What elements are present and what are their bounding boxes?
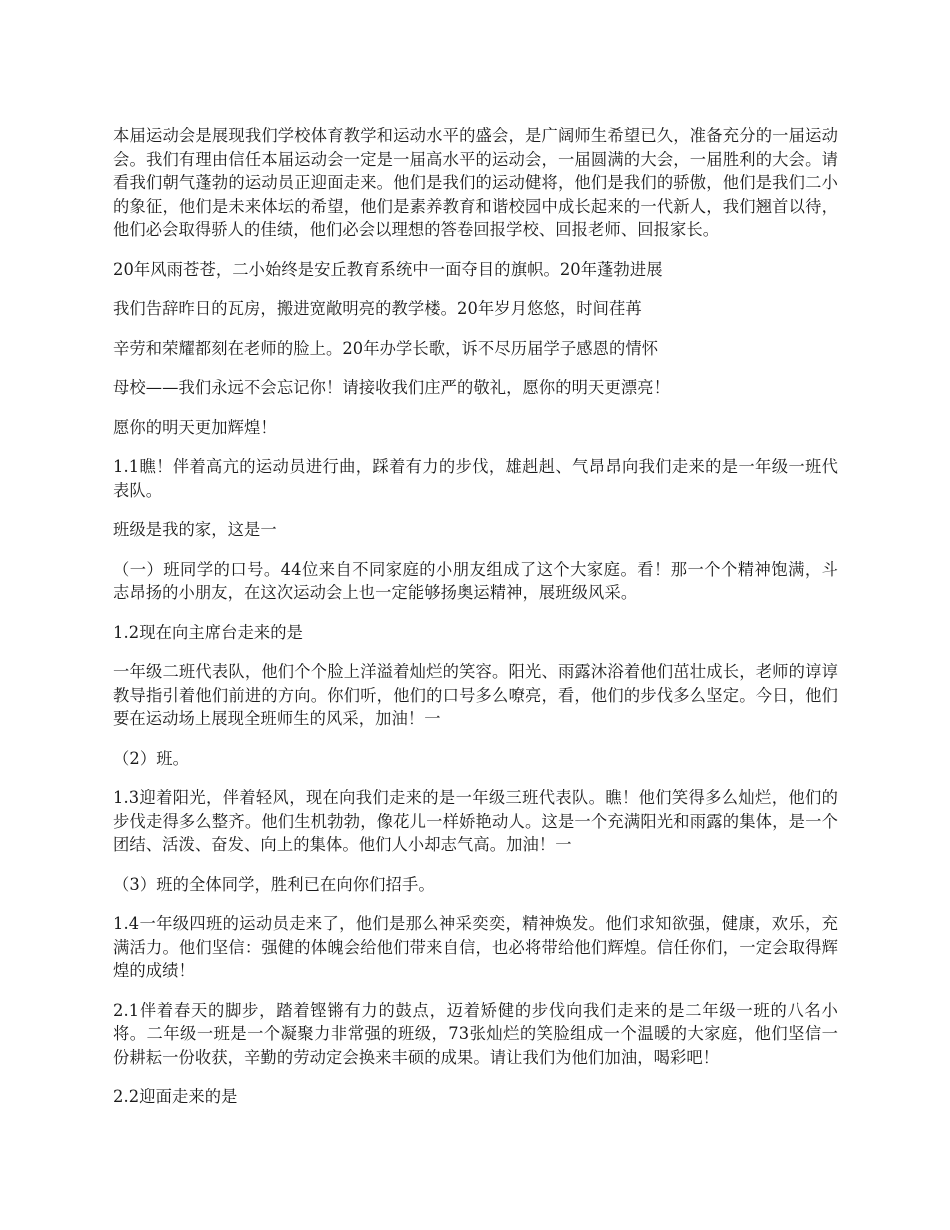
paragraph-1-2: 1.2现在向主席台走来的是: [113, 622, 304, 642]
paragraph-2-2: 2.2迎面走来的是: [113, 1087, 238, 1106]
paragraph-wish: 愿你的明天更加辉煌！: [113, 417, 277, 437]
paragraph-class-3-end: （3）班的全体同学，胜利已在向你们招手。: [113, 874, 435, 894]
paragraph-1-4: 1.4一年级四班的运动员走来了，他们是那么神采奕奕，精神焕发。他们求知欲强，健康，欢乐，充满活力。他们坚信：强健的体魄会给他们带来自信，也必将带给他们辉煌。信任你们，一定会取得辉煌的成绩！: [113, 914, 838, 980]
paragraph-class-home: 班级是我的家，这是一: [113, 520, 277, 539]
paragraph-intro: 本届运动会是展现我们学校体育教学和运动水平的盛会，是广阔师生希望已久，准备充分的一届运动会。我们有理由信任本届运动会一定是一届高水平的运动会，一届圆满的大会，一届胜利的大会。请看我们朝气蓬勃的运动员正迎面走来。他们是我们的运动健将，他们是我们的骄傲，他们是我们二小的象征，他们是未来体坛的希望，他们是素养教育和谐校园中成长起来的一代新人，我们翘首以待，他们必会取得骄人的佳绩，他们必会以理想的答卷回报学校、回报老师、回报家长。: [113, 126, 838, 239]
paragraph-class-2-end: （2）班。: [113, 748, 189, 768]
paragraph-alma-mater: 母校——我们永远不会忘记你！请接收我们庄严的敬礼，愿你的明天更漂亮！: [113, 378, 670, 397]
paragraph-class-2-team: 一年级二班代表队，他们个个脸上洋溢着灿烂的笑容。阳光、雨露沐浴着他们茁壮成长，老师的谆谆教导指引着他们前进的方向。你们听，他们的口号多么嘹亮，看，他们的步伐多么坚定。今日，他们要在运动场上展现全班师生的风采，加油！一: [113, 662, 838, 728]
paragraph-20-years-1: 20年风雨苍苍，二小始终是安丘教育系统中一面夺目的旗帜。20年蓬勃进展: [113, 259, 663, 279]
paragraph-20-years-2: 我们告辞昨日的瓦房，搬进宽敞明亮的教学楼。20年岁月悠悠，时间荏苒: [113, 299, 642, 318]
document-body: [113, 124, 838, 1125]
paragraph-2-1: 2.1伴着春天的脚步，踏着铿锵有力的鼓点，迈着矫健的步伐向我们走来的是二年级一班的八名小将。二年级一班是一个凝聚力非常强的班级，73张灿烂的笑脸组成一个温暖的大家庭，他们坚信一份耕耘一份收获，辛勤的劳动定会换来丰硕的成果。请让我们为他们加油，喝彩吧！: [113, 1000, 838, 1067]
paragraph-1-1: 1.1瞧！伴着高亢的运动员进行曲，踩着有力的步伐，雄赳赳、气昂昂向我们走来的是一年级一班代表队。: [113, 457, 838, 500]
paragraph-1-3: 1.3迎着阳光，伴着轻风，现在向我们走来的是一年级三班代表队。瞧！他们笑得多么灿烂，他们的步伐走得多么整齐。他们生机勃勃，像花儿一样娇艳动人。这是一个充满阳光和雨露的集体，是一个团结、活泼、奋发、向上的集体。他们人小却志气高。加油！一: [113, 788, 838, 854]
paragraph-20-years-3: 辛劳和荣耀都刻在老师的脸上。20年办学长歌，诉不尽历届学子感恩的情怀: [113, 338, 659, 358]
paragraph-class-1-slogan: （一）班同学的口号。44位来自不同家庭的小朋友组成了这个大家庭。看！那一个个精神饱满，斗志昂扬的小朋友，在这次运动会上也一定能够扬奥运精神，展班级风采。: [113, 559, 838, 602]
